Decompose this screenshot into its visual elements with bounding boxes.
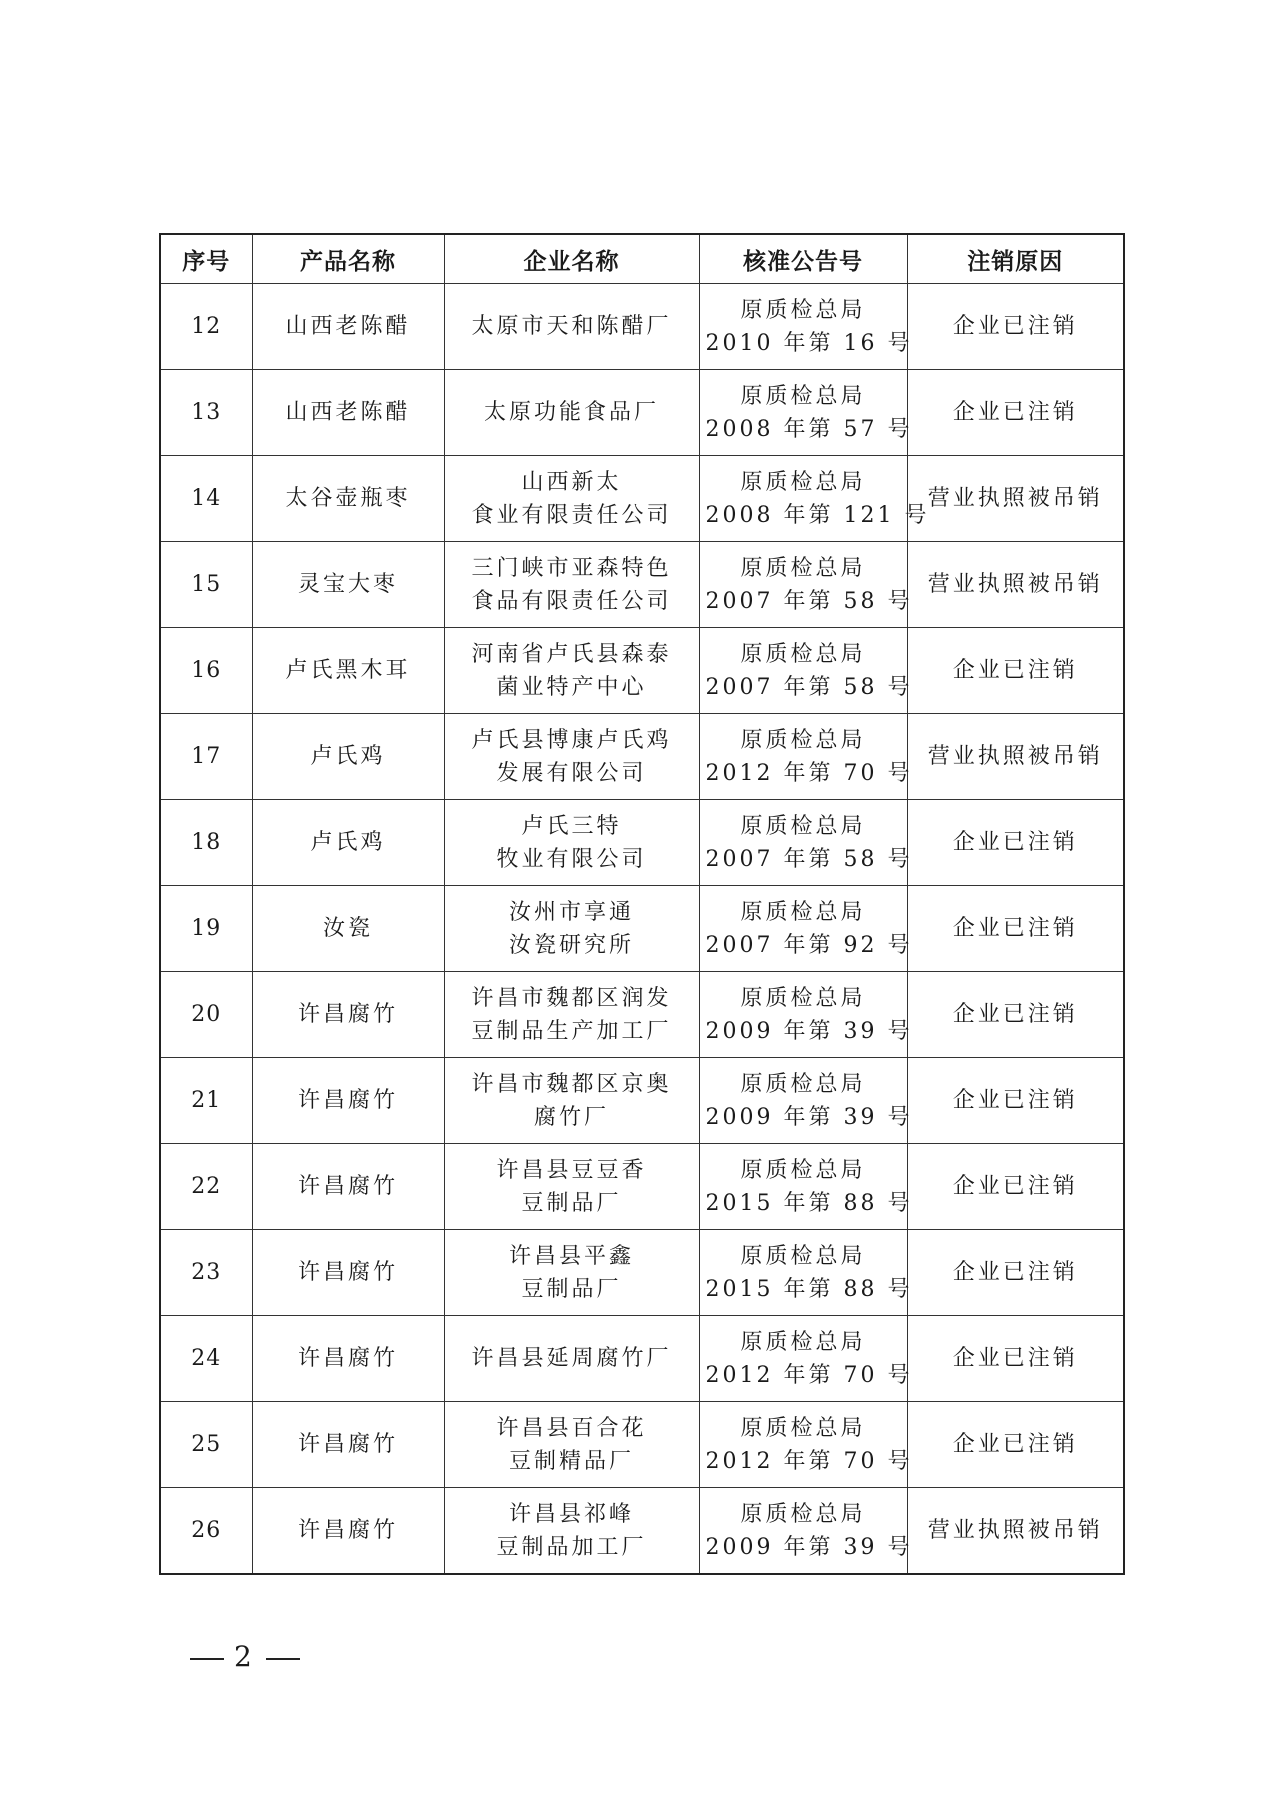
cell-line: 食业有限责任公司: [471, 502, 672, 528]
header-company-name: 企业名称: [444, 234, 699, 284]
cell-line: 原质检总局: [740, 1071, 866, 1097]
cell-approval-notice: [699, 542, 913, 628]
cell-line: 许昌市魏都区京奥: [471, 1071, 672, 1097]
cell-serial-number: 15: [160, 542, 252, 628]
cell-approval-notice: [699, 370, 913, 456]
page-footer: [180, 1640, 310, 1673]
cell-company-name: [444, 1488, 699, 1575]
cell-line: 2009 年第 39 号: [705, 1534, 913, 1560]
cell-company-name: [444, 1402, 699, 1488]
cell-company-name: [444, 542, 699, 628]
cell-line: 豆制品加工厂: [496, 1534, 647, 1560]
cell-line: 河南省卢氏县森泰: [471, 641, 672, 667]
cell-line: 原质检总局: [740, 985, 866, 1011]
cell-line: 许昌县延周腐竹厂: [471, 1346, 672, 1371]
cell-line: 太原市天和陈醋厂: [471, 314, 672, 339]
cell-approval-notice: [699, 1402, 913, 1488]
cell-line: 原质检总局: [740, 1501, 866, 1527]
cell-product-name: 卢氏鸡: [252, 714, 444, 800]
cell-serial-number: 19: [160, 886, 252, 972]
cell-line: 2008 年第 121 号: [705, 502, 930, 528]
cell-line: 豆制品厂: [521, 1276, 622, 1302]
cell-product-name: 许昌腐竹: [252, 1058, 444, 1144]
header-revocation-reason: 注销原因: [907, 234, 1124, 284]
cell-line: 原质检总局: [740, 1157, 866, 1183]
table-row: [160, 1230, 1124, 1316]
cell-approval-notice: [699, 1488, 913, 1575]
cell-product-name: 汝瓷: [252, 886, 444, 972]
cell-line: 原质检总局: [740, 1415, 866, 1441]
cell-approval-notice: [699, 284, 913, 370]
cell-approval-notice: [699, 800, 913, 886]
cell-company-name: [444, 370, 699, 456]
cell-approval-notice: [699, 886, 913, 972]
cell-line: 牧业有限公司: [496, 846, 647, 872]
cell-approval-notice: [699, 1230, 913, 1316]
cell-serial-number: 24: [160, 1316, 252, 1402]
cell-serial-number: 13: [160, 370, 252, 456]
cell-approval-notice: [699, 1058, 913, 1144]
cell-serial-number: 26: [160, 1488, 252, 1575]
cell-line: 山西新太: [521, 469, 622, 495]
cell-product-name: 许昌腐竹: [252, 1316, 444, 1402]
cell-revocation-reason: 营业执照被吊销: [907, 456, 1124, 542]
cell-company-name: [444, 284, 699, 370]
table-row: [160, 456, 1124, 542]
cell-line: 菌业特产中心: [496, 674, 647, 700]
table-row: [160, 1144, 1124, 1230]
table-row: [160, 1058, 1124, 1144]
revocation-table: [159, 233, 1125, 1575]
cell-serial-number: 14: [160, 456, 252, 542]
cell-line: 发展有限公司: [496, 760, 647, 786]
cell-product-name: 太谷壶瓶枣: [252, 456, 444, 542]
cell-revocation-reason: 营业执照被吊销: [907, 1488, 1124, 1575]
cell-approval-notice: [699, 456, 930, 542]
page-number: 2: [234, 1640, 256, 1673]
cell-line: 2015 年第 88 号: [705, 1276, 913, 1302]
cell-line: 太原功能食品厂: [483, 400, 659, 425]
cell-company-name: [444, 628, 699, 714]
cell-line: 2012 年第 70 号: [705, 760, 913, 786]
cell-line: 原质检总局: [740, 383, 866, 409]
table-body: [160, 284, 1124, 1575]
cell-line: 原质检总局: [740, 641, 866, 667]
table-row: [160, 972, 1124, 1058]
cell-company-name: [444, 886, 699, 972]
table-row: [160, 542, 1124, 628]
table-row: [160, 714, 1124, 800]
cell-revocation-reason: 企业已注销: [907, 284, 1124, 370]
cell-line: 汝瓷研究所: [508, 932, 634, 958]
cell-line: 2007 年第 58 号: [705, 846, 913, 872]
cell-revocation-reason: 企业已注销: [907, 370, 1124, 456]
cell-line: 2010 年第 16 号: [705, 330, 913, 356]
cell-product-name: 山西老陈醋: [252, 370, 444, 456]
cell-approval-notice: [699, 714, 913, 800]
cell-line: 豆制精品厂: [508, 1448, 634, 1474]
cell-line: 许昌县祁峰: [508, 1501, 634, 1527]
cell-line: 2012 年第 70 号: [705, 1448, 913, 1474]
table-row: [160, 1488, 1124, 1575]
cell-line: 原质检总局: [740, 899, 866, 925]
cell-product-name: 许昌腐竹: [252, 1230, 444, 1316]
cell-line: 豆制品生产加工厂: [471, 1018, 672, 1044]
table-row: [160, 1402, 1124, 1488]
cell-product-name: 许昌腐竹: [252, 1488, 444, 1575]
cell-serial-number: 25: [160, 1402, 252, 1488]
table-header-row: [160, 234, 1124, 284]
cell-serial-number: 17: [160, 714, 252, 800]
cell-product-name: 灵宝大枣: [252, 542, 444, 628]
cell-company-name: [444, 1230, 699, 1316]
cell-line: 许昌县百合花: [496, 1415, 647, 1441]
cell-line: 豆制品厂: [521, 1190, 622, 1216]
cell-line: 2007 年第 58 号: [705, 588, 913, 614]
cell-approval-notice: [699, 1316, 913, 1402]
cell-line: 2012 年第 70 号: [705, 1362, 913, 1388]
cell-line: 许昌县平鑫: [508, 1243, 634, 1269]
cell-serial-number: 22: [160, 1144, 252, 1230]
cell-line: 原质检总局: [740, 469, 866, 495]
cell-line: 原质检总局: [740, 1243, 866, 1269]
cell-line: 2008 年第 57 号: [705, 416, 913, 442]
cell-product-name: 许昌腐竹: [252, 1144, 444, 1230]
cell-line: 许昌县豆豆香: [496, 1157, 647, 1183]
cell-revocation-reason: 企业已注销: [907, 886, 1124, 972]
cell-product-name: 卢氏鸡: [252, 800, 444, 886]
cell-revocation-reason: 企业已注销: [907, 1402, 1124, 1488]
table-row: [160, 886, 1124, 972]
cell-line: 原质检总局: [740, 813, 866, 839]
footer-dash-right: [266, 1658, 300, 1660]
cell-line: 三门峡市亚森特色: [471, 555, 672, 581]
cell-line: 原质检总局: [740, 727, 866, 753]
cell-revocation-reason: 企业已注销: [907, 1144, 1124, 1230]
cell-line: 食品有限责任公司: [471, 588, 672, 614]
cell-revocation-reason: 企业已注销: [907, 1058, 1124, 1144]
cell-serial-number: 21: [160, 1058, 252, 1144]
cell-revocation-reason: 营业执照被吊销: [907, 714, 1124, 800]
cell-revocation-reason: 企业已注销: [907, 628, 1124, 714]
cell-company-name: [444, 714, 699, 800]
cell-serial-number: 12: [160, 284, 252, 370]
cell-product-name: 卢氏黑木耳: [252, 628, 444, 714]
table-row: [160, 1316, 1124, 1402]
cell-line: 卢氏县博康卢氏鸡: [471, 727, 672, 753]
table-row: [160, 284, 1124, 370]
cell-serial-number: 18: [160, 800, 252, 886]
header-serial-number: 序号: [160, 234, 252, 284]
cell-revocation-reason: 企业已注销: [907, 972, 1124, 1058]
cell-revocation-reason: 企业已注销: [907, 800, 1124, 886]
cell-approval-notice: [699, 628, 913, 714]
cell-product-name: 许昌腐竹: [252, 1402, 444, 1488]
cell-company-name: [444, 1144, 699, 1230]
cell-line: 汝州市享通: [508, 899, 634, 925]
cell-line: 卢氏三特: [521, 813, 622, 839]
cell-line: 2007 年第 58 号: [705, 674, 913, 700]
cell-revocation-reason: 营业执照被吊销: [907, 542, 1124, 628]
cell-line: 原质检总局: [740, 555, 866, 581]
footer-dash-left: [190, 1658, 224, 1660]
cell-company-name: [444, 1058, 699, 1144]
cell-revocation-reason: 企业已注销: [907, 1316, 1124, 1402]
cell-approval-notice: [699, 1144, 913, 1230]
cell-serial-number: 23: [160, 1230, 252, 1316]
cell-line: 许昌市魏都区润发: [471, 985, 672, 1011]
cell-approval-notice: [699, 972, 913, 1058]
cell-serial-number: 20: [160, 972, 252, 1058]
cell-line: 原质检总局: [740, 1329, 866, 1355]
header-product-name: 产品名称: [252, 234, 444, 284]
cell-company-name: [444, 1316, 699, 1402]
cell-serial-number: 16: [160, 628, 252, 714]
table-row: [160, 800, 1124, 886]
cell-revocation-reason: 企业已注销: [907, 1230, 1124, 1316]
header-approval-notice: 核准公告号: [699, 234, 907, 284]
cell-line: 2009 年第 39 号: [705, 1018, 913, 1044]
cell-line: 2007 年第 92 号: [705, 932, 913, 958]
cell-line: 2009 年第 39 号: [705, 1104, 913, 1130]
cell-company-name: [444, 972, 699, 1058]
cell-line: 腐竹厂: [533, 1104, 609, 1130]
cell-line: 2015 年第 88 号: [705, 1190, 913, 1216]
cell-product-name: 山西老陈醋: [252, 284, 444, 370]
table-row: [160, 370, 1124, 456]
cell-product-name: 许昌腐竹: [252, 972, 444, 1058]
cell-company-name: [444, 800, 699, 886]
table-row: [160, 628, 1124, 714]
cell-line: 原质检总局: [740, 297, 866, 323]
cell-company-name: [444, 456, 699, 542]
